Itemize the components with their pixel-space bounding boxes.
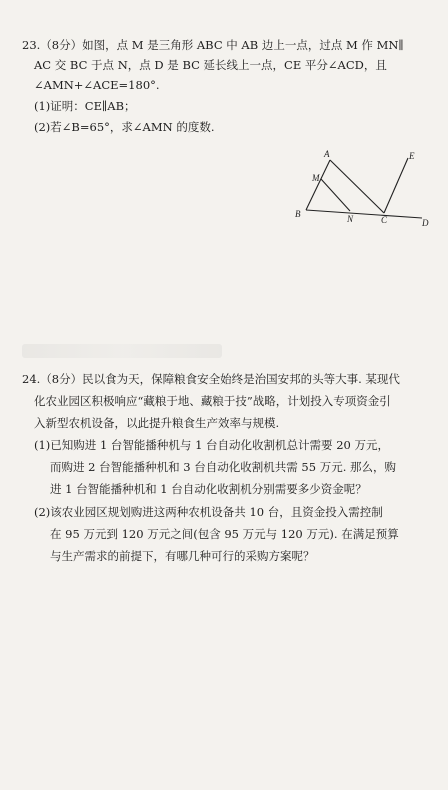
q24-part2-line-3: 与生产需求的前提下，有哪几种可行的采购方案呢？ [50,549,315,563]
q23-part-1: (1)证明：CE∥AB； [34,99,136,113]
faded-print-mark [22,344,222,358]
q23-line-3: ∠AMN+∠ACE=180°. [34,78,160,92]
label-m: M [312,173,320,183]
q24-part1-line-3: 进 1 台智能播种机和 1 台自动化收割机分别需要多少资金呢？ [50,482,367,496]
label-e: E [409,151,415,161]
segment-mn [321,179,350,211]
q23-line-2: AC 交 BC 于点 N，点 D 是 BC 延长线上一点，CE 平分∠ACD，且 [34,58,387,72]
q24-line-1: 24.（8分）民以食为天，保障粮食安全始终是治国安邦的头等大事. 某现代 [22,372,400,386]
q24-part2-line-2: 在 95 万元到 120 万元之间(包含 95 万元与 120 万元). 在满足预算 [50,527,399,541]
label-n: N [347,214,354,224]
label-b: B [295,209,301,219]
q24-line-2: 化农业园区积极响应“藏粮于地、藏粮于技”战略，计划投入专项资金引 [34,394,391,408]
line-bd [306,210,422,218]
segment-ce [384,158,408,213]
label-a: A [324,149,330,159]
geometry-figure [292,148,432,233]
label-c: C [381,215,388,225]
q24-part1-line-1: (1)已知购进 1 台智能播种机与 1 台自动化收割机总计需要 20 万元， [34,438,389,452]
label-d: D [422,218,429,228]
q24-line-3: 入新型农机设备，以此提升粮食生产效率与规模. [34,416,280,430]
q23-line-1: 23.（8分）如图，点 M 是三角形 ABC 中 AB 边上一点，过点 M 作 MN∥ [22,38,404,52]
q24-part2-line-1: (2)该农业园区规划购进这两种农机设备共 10 台，且资金投入需控制 [34,505,383,519]
segment-ac [330,160,384,213]
q24-part1-line-2: 而购进 2 台智能播种机和 3 台自动化收割机共需 55 万元. 那么，购 [50,460,397,474]
q23-part-2: (2)若∠B=65°，求∠AMN 的度数. [34,120,215,134]
